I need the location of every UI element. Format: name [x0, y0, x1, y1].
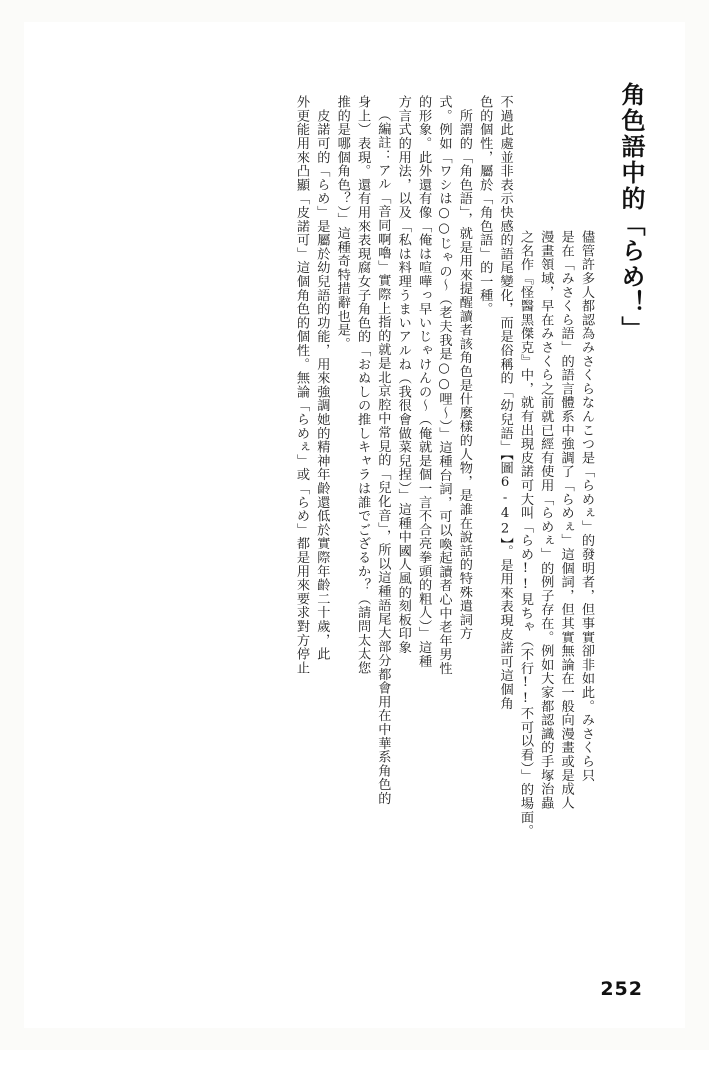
text-column: 身上）表現。還有用來表現腐女子角色的「おぬしの推しキャラは誰でござるか？（請問太太您 [355, 95, 371, 675]
text-column: 不過此處並非表示快感的語尾變化，而是俗稱的「幼兒語」【圖6-42】。是用來表現皮諾可這個角 [497, 95, 513, 710]
text-column: 外更能用來凸顯「皮諾可」這個角色的個性。無論「らめぇ」或「らめ」都是用來要求對方停止 [293, 95, 309, 675]
body-columns [288, 82, 593, 1092]
text-column: 皮諾可的「らめ」是屬於幼兒語的功能，用來強調她的精神年齡還低於實際年齡二十歲，此 [314, 95, 330, 661]
text-column: 色的個性，屬於「角色語」的一種。 [477, 95, 493, 316]
page-title: 角色語中的「らめ！」 [617, 82, 645, 342]
text-column-editor-note: （編註：アル「音同啊嚕」實際上指的就是北京腔中常見的「兒化音」，所以這種語尾大部分都會用在中華系角色的 [375, 108, 391, 806]
text-column: 所謂的「角色語」，就是用來提醒讀者該角色是什麼樣的人物，是誰在說話的特殊遣詞方 [456, 95, 472, 641]
text-column: 的形象。此外還有像「俺は喧嘩っ早いじゃけんの～（俺就是個一言不合亮拳頭的粗人）」這種 [416, 95, 432, 668]
text-column: 方言式的用法，以及「私は料理うまいアルね（我很會做菜兒捏）」這種中國人風的刻板印象 [395, 95, 411, 655]
text-column: 是在「みさくら語」的語言體系中強調了「らめぇ」這個詞，但其實無論在一般向漫畫或是成人 [558, 230, 574, 810]
text-column: 之名作『怪醫黑傑克』中，就有出現皮諾可大叫「らめ!!見ちゃ（不行!!不可以看）」的場面。 [517, 230, 533, 838]
vertical-text-body [80, 82, 645, 962]
page-number: 252 [600, 978, 643, 1000]
text-column: 式。例如「ワシは○○じゃの～（老夫我是○○哩～）」這種台詞，可以喚起讀者心中老年男性 [436, 95, 452, 676]
page-content-area [24, 22, 685, 1028]
text-column: 漫畫領域，早在みさくら之前就已經有使用「らめぇ」的例子存在。例如大家都認識的手塚治蟲 [538, 230, 554, 810]
text-column: 儘管許多人都認為みさくらなんこつ是「らめぇ」的發明者，但事實卻非如此。みさくら只 [579, 230, 594, 782]
text-column: 推的是哪個角色？）」這種奇特措辭也是。 [334, 95, 350, 351]
